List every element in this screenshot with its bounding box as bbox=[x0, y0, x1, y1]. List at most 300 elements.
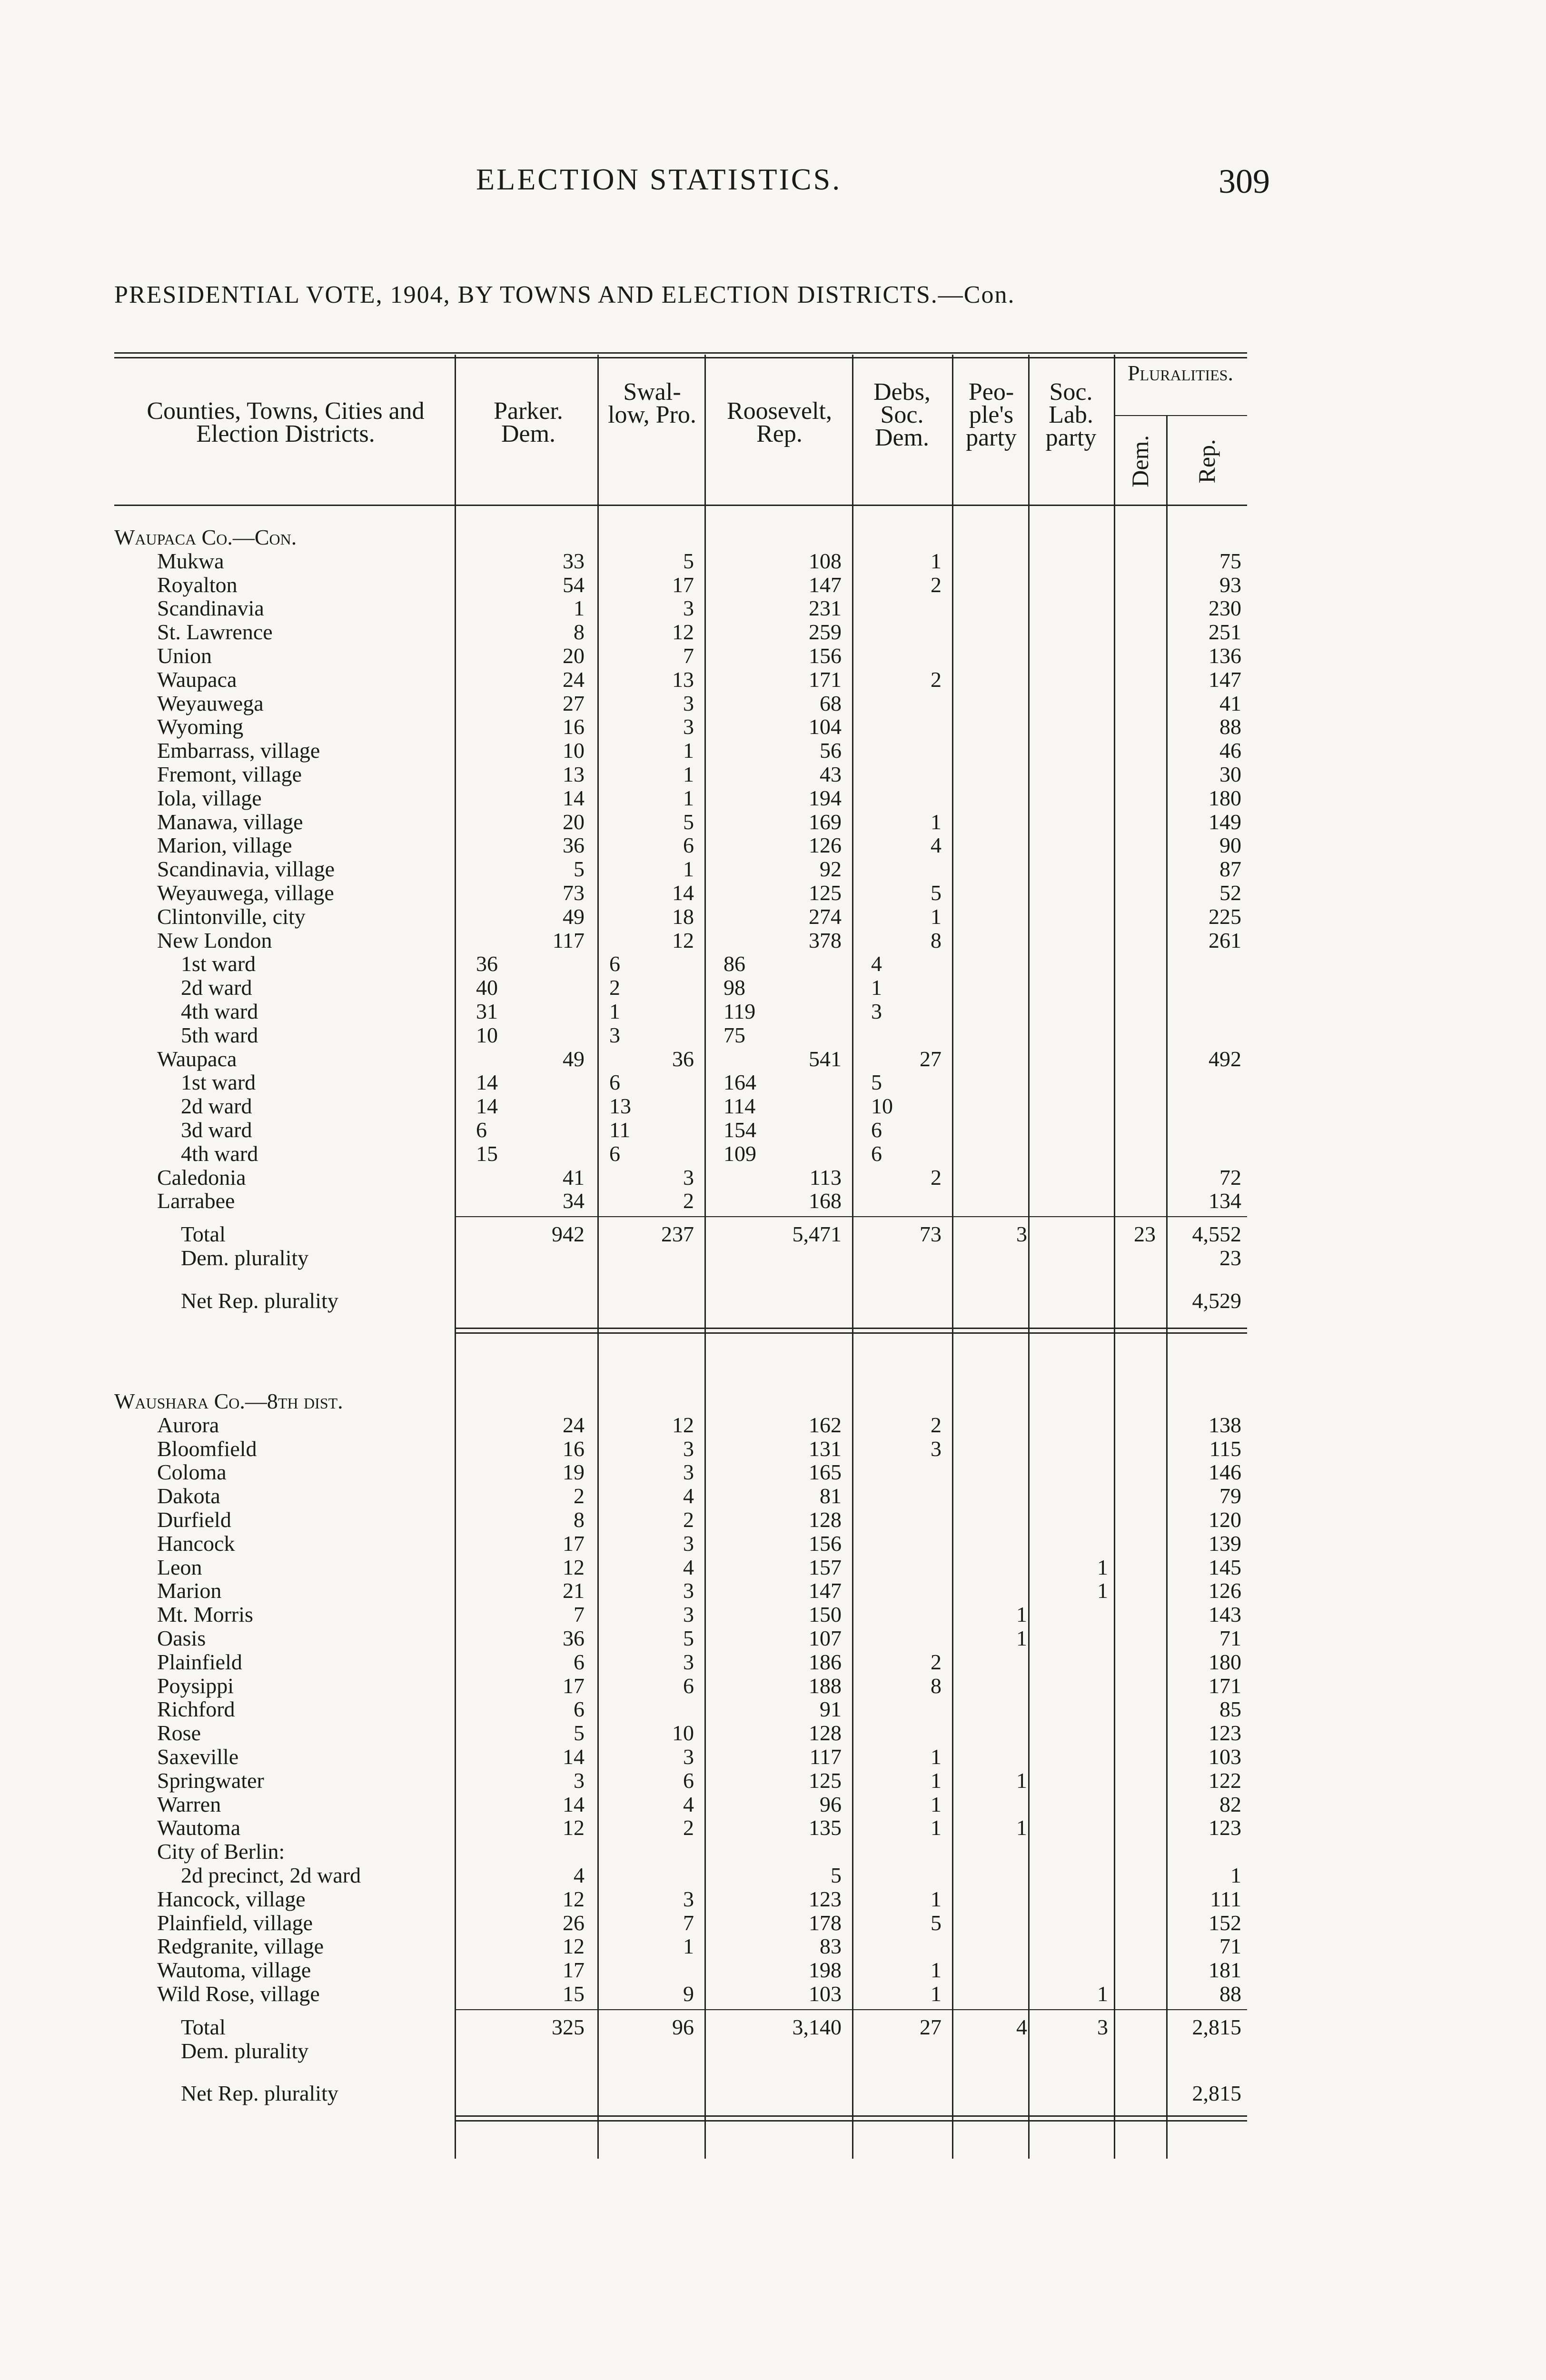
row-name: Waupaca bbox=[157, 667, 237, 692]
rep-plurality-value: 2,815 bbox=[1192, 2014, 1241, 2039]
row-name: Wautoma bbox=[157, 1815, 241, 1840]
swallow-value: 6 bbox=[683, 1768, 694, 1793]
col-header-pluralities: Pluralities. bbox=[1128, 361, 1233, 385]
parker-value: 2 bbox=[574, 1484, 585, 1508]
parker-value: 17 bbox=[563, 1531, 585, 1556]
debs-value: 1 bbox=[931, 1886, 941, 1911]
parker-value: 36 bbox=[563, 1626, 585, 1650]
rep-plurality-value: 138 bbox=[1209, 1412, 1241, 1437]
county-heading: Waupaca Co.—Con. bbox=[114, 525, 297, 549]
roosevelt-value: 125 bbox=[809, 881, 842, 905]
swallow-value: 3 bbox=[683, 596, 694, 621]
roosevelt-value: 119 bbox=[723, 999, 756, 1023]
roosevelt-value: 103 bbox=[809, 1982, 842, 2006]
swallow-value: 10 bbox=[672, 1721, 694, 1745]
swallow-value: 1 bbox=[683, 762, 694, 786]
swallow-value: 3 bbox=[683, 1460, 694, 1485]
roosevelt-value: 107 bbox=[809, 1626, 842, 1650]
row-name: Bloomfield bbox=[157, 1436, 257, 1461]
parker-value: 14 bbox=[476, 1070, 498, 1095]
roosevelt-value: 123 bbox=[809, 1886, 842, 1911]
row-name: Hancock, village bbox=[157, 1886, 306, 1911]
debs-value: 1 bbox=[871, 975, 882, 1000]
rep-plurality-value: 152 bbox=[1209, 1910, 1241, 1935]
table-row bbox=[0, 1722, 1546, 1745]
parker-value: 10 bbox=[476, 1022, 498, 1047]
row-name: Redgranite, village bbox=[157, 1934, 324, 1959]
roosevelt-value: 198 bbox=[809, 1958, 842, 1983]
parker-value: 34 bbox=[563, 1189, 585, 1213]
parker-value: 1 bbox=[574, 596, 585, 621]
roosevelt-value: 83 bbox=[820, 1934, 842, 1959]
table-row bbox=[0, 1983, 1546, 2005]
roosevelt-value: 98 bbox=[723, 975, 745, 1000]
ward-row bbox=[0, 976, 1546, 999]
row-name: Weyauwega bbox=[157, 691, 264, 715]
swallow-value: 6 bbox=[683, 1673, 694, 1698]
total-row bbox=[0, 2016, 1546, 2039]
table-row bbox=[0, 1556, 1546, 1579]
swallow-value: 5 bbox=[683, 1626, 694, 1650]
col-header-soclab: Soc. Lab. party bbox=[1045, 378, 1097, 451]
swallow-value: 3 bbox=[683, 691, 694, 715]
debs-value: 10 bbox=[871, 1094, 893, 1119]
swallow-value: 2 bbox=[683, 1189, 694, 1213]
row-name: Richford bbox=[157, 1697, 235, 1722]
roosevelt-value: 81 bbox=[820, 1484, 842, 1508]
table-row bbox=[0, 574, 1546, 596]
rep-plurality-value: 72 bbox=[1219, 1165, 1241, 1190]
county-heading: Waushara Co.—8th dist. bbox=[114, 1389, 343, 1413]
row-name: Aurora bbox=[157, 1412, 219, 1437]
roosevelt-value: 3,140 bbox=[792, 2014, 842, 2039]
table-row bbox=[0, 811, 1546, 833]
parker-value: 15 bbox=[563, 1982, 585, 2006]
parker-value: 5 bbox=[574, 857, 585, 882]
swallow-value: 1 bbox=[683, 857, 694, 882]
roosevelt-value: 43 bbox=[820, 762, 842, 786]
swallow-value: 7 bbox=[683, 644, 694, 668]
roosevelt-value: 113 bbox=[809, 1165, 842, 1190]
roosevelt-value: 128 bbox=[809, 1507, 842, 1532]
row-name: Dakota bbox=[157, 1484, 220, 1508]
swallow-value: 4 bbox=[683, 1555, 694, 1579]
rep-plurality-value: 139 bbox=[1209, 1531, 1241, 1556]
roosevelt-value: 178 bbox=[809, 1910, 842, 1935]
section-end-rule-waushara-0 bbox=[455, 2115, 1247, 2117]
parker-value: 942 bbox=[552, 1222, 585, 1247]
parker-value: 10 bbox=[563, 738, 585, 763]
row-name: Union bbox=[157, 644, 212, 668]
roosevelt-value: 114 bbox=[723, 1094, 756, 1119]
rep-plurality-value: 46 bbox=[1219, 738, 1241, 763]
col-header-rep: Rep. bbox=[1193, 439, 1220, 484]
debs-value: 8 bbox=[931, 1673, 941, 1698]
debs-value: 1 bbox=[931, 1792, 941, 1816]
debs-value: 4 bbox=[871, 952, 882, 976]
swallow-value: 12 bbox=[672, 620, 694, 645]
parker-value: 14 bbox=[563, 785, 585, 810]
row-name: 5th ward bbox=[181, 1022, 258, 1047]
rep-plurality-value: 180 bbox=[1209, 1649, 1241, 1674]
swallow-value: 3 bbox=[683, 1745, 694, 1769]
parker-value: 4 bbox=[574, 1863, 585, 1887]
debs-value: 3 bbox=[871, 999, 882, 1023]
roosevelt-value: 150 bbox=[809, 1602, 842, 1627]
col-header-debs: Debs, Soc. Dem. bbox=[873, 378, 931, 451]
county-heading-row bbox=[0, 1390, 1546, 1413]
parker-value: 3 bbox=[574, 1768, 585, 1793]
table-row bbox=[0, 692, 1546, 715]
ward-row bbox=[0, 1142, 1546, 1165]
roosevelt-value: 104 bbox=[809, 714, 842, 739]
row-name: Mukwa bbox=[157, 548, 224, 573]
roosevelt-value: 117 bbox=[809, 1745, 842, 1769]
table-row bbox=[0, 834, 1546, 857]
rep-plurality-value: 261 bbox=[1209, 928, 1241, 952]
row-name: 1st ward bbox=[181, 1070, 256, 1095]
parker-value: 12 bbox=[563, 1815, 585, 1840]
table-row bbox=[0, 1485, 1546, 1507]
header-top-rule-2 bbox=[114, 357, 1247, 358]
rep-plurality-value: 4,529 bbox=[1192, 1288, 1241, 1313]
roosevelt-value: 131 bbox=[809, 1436, 842, 1461]
parker-value: 17 bbox=[563, 1673, 585, 1698]
net-plurality-row bbox=[0, 1289, 1546, 1312]
parker-value: 117 bbox=[552, 928, 585, 952]
swallow-value: 4 bbox=[683, 1792, 694, 1816]
rep-plurality-value: 103 bbox=[1209, 1745, 1241, 1769]
roosevelt-value: 135 bbox=[809, 1815, 842, 1840]
row-name: Scandinavia, village bbox=[157, 857, 335, 882]
row-name: Leon bbox=[157, 1555, 202, 1579]
roosevelt-value: 156 bbox=[809, 1531, 842, 1556]
peoples-value: 1 bbox=[1016, 1626, 1027, 1650]
row-name: Dem. plurality bbox=[181, 2038, 309, 2063]
rep-plurality-value: 136 bbox=[1209, 644, 1241, 668]
debs-value: 1 bbox=[931, 809, 941, 834]
swallow-value: 18 bbox=[672, 904, 694, 929]
dem-plurality-row bbox=[0, 2040, 1546, 2063]
ward-row bbox=[0, 1071, 1546, 1094]
header-top-rule bbox=[114, 352, 1247, 354]
roosevelt-value: 154 bbox=[723, 1118, 756, 1142]
table-row bbox=[0, 1935, 1546, 1958]
debs-value: 6 bbox=[871, 1141, 882, 1166]
debs-value: 2 bbox=[931, 572, 941, 597]
row-name: Larrabee bbox=[157, 1189, 235, 1213]
row-name: Manawa, village bbox=[157, 809, 303, 834]
swallow-value: 3 bbox=[683, 1436, 694, 1461]
row-name: Wild Rose, village bbox=[157, 1982, 320, 2006]
swallow-value: 13 bbox=[672, 667, 694, 692]
parker-value: 8 bbox=[574, 1507, 585, 1532]
peoples-value: 4 bbox=[1016, 2014, 1027, 2039]
roosevelt-value: 259 bbox=[809, 620, 842, 645]
ward-row bbox=[0, 1095, 1546, 1118]
table-row bbox=[0, 763, 1546, 786]
rep-plurality-value: 492 bbox=[1209, 1046, 1241, 1071]
rep-plurality-value: 120 bbox=[1209, 1507, 1241, 1532]
dem-plurality-value: 23 bbox=[1134, 1222, 1156, 1247]
swallow-value: 6 bbox=[683, 833, 694, 858]
peoples-value: 1 bbox=[1016, 1602, 1027, 1627]
parker-value: 7 bbox=[574, 1602, 585, 1627]
roosevelt-value: 156 bbox=[809, 644, 842, 668]
table-row bbox=[0, 1698, 1546, 1721]
rep-plurality-value: 88 bbox=[1219, 714, 1241, 739]
parker-value: 40 bbox=[476, 975, 498, 1000]
row-name: Net Rep. plurality bbox=[181, 1288, 338, 1313]
swallow-value: 1 bbox=[683, 738, 694, 763]
rep-plurality-value: 88 bbox=[1219, 1982, 1241, 2006]
roosevelt-value: 169 bbox=[809, 809, 842, 834]
ward-row bbox=[0, 1024, 1546, 1047]
roosevelt-value: 378 bbox=[809, 928, 842, 952]
table-subtitle: PRESIDENTIAL VOTE, 1904, BY TOWNS AND ELECTION DISTRICTS.—Con. bbox=[114, 281, 1015, 308]
table-row bbox=[0, 882, 1546, 904]
parker-value: 73 bbox=[563, 881, 585, 905]
roosevelt-value: 96 bbox=[820, 1792, 842, 1816]
rep-plurality-value: 146 bbox=[1209, 1460, 1241, 1485]
table-row bbox=[0, 1912, 1546, 1934]
swallow-value: 1 bbox=[683, 1934, 694, 1959]
swallow-value: 6 bbox=[609, 1141, 620, 1166]
roosevelt-value: 109 bbox=[723, 1141, 756, 1166]
peoples-value: 3 bbox=[1016, 1222, 1027, 1247]
parker-value: 21 bbox=[563, 1578, 585, 1603]
swallow-value: 11 bbox=[609, 1118, 631, 1142]
parker-value: 17 bbox=[563, 1958, 585, 1983]
roosevelt-value: 128 bbox=[809, 1721, 842, 1745]
subheading-row bbox=[0, 1840, 1546, 1863]
roosevelt-value: 147 bbox=[809, 572, 842, 597]
row-name: New London bbox=[157, 928, 272, 952]
row-name: City of Berlin: bbox=[157, 1839, 285, 1864]
table-row bbox=[0, 1461, 1546, 1484]
parker-value: 33 bbox=[563, 548, 585, 573]
parker-value: 36 bbox=[476, 952, 498, 976]
roosevelt-value: 125 bbox=[809, 1768, 842, 1793]
rep-plurality-value: 122 bbox=[1209, 1768, 1241, 1793]
table-row bbox=[0, 668, 1546, 691]
parker-value: 14 bbox=[563, 1745, 585, 1769]
table-row bbox=[0, 715, 1546, 738]
table-row bbox=[0, 550, 1546, 573]
debs-value: 2 bbox=[931, 1649, 941, 1674]
swallow-value: 3 bbox=[683, 1886, 694, 1911]
row-name: Marion bbox=[157, 1578, 222, 1603]
soclab-value: 1 bbox=[1097, 1982, 1108, 2006]
row-name: Mt. Morris bbox=[157, 1602, 253, 1627]
row-name: Total bbox=[181, 2014, 226, 2039]
rep-plurality-value: 23 bbox=[1219, 1246, 1241, 1270]
rep-plurality-value: 171 bbox=[1209, 1673, 1241, 1698]
debs-value: 27 bbox=[920, 2014, 941, 2039]
total-row bbox=[0, 1223, 1546, 1246]
row-name: Plainfield, village bbox=[157, 1910, 313, 1935]
net-plurality-row bbox=[0, 2082, 1546, 2105]
rep-plurality-value: 93 bbox=[1219, 572, 1241, 597]
parker-value: 36 bbox=[563, 833, 585, 858]
row-name: Waupaca bbox=[157, 1046, 237, 1071]
rep-plurality-value: 123 bbox=[1209, 1721, 1241, 1745]
parker-value: 6 bbox=[574, 1649, 585, 1674]
swallow-value: 4 bbox=[683, 1484, 694, 1508]
swallow-value: 2 bbox=[609, 975, 620, 1000]
parker-value: 27 bbox=[563, 691, 585, 715]
row-name: Weyauwega, village bbox=[157, 881, 334, 905]
debs-value: 2 bbox=[931, 1412, 941, 1437]
row-name: Iola, village bbox=[157, 785, 262, 810]
debs-value: 6 bbox=[871, 1118, 882, 1142]
soclab-value: 1 bbox=[1097, 1555, 1108, 1579]
table-row bbox=[0, 1816, 1546, 1839]
parker-value: 14 bbox=[476, 1094, 498, 1119]
row-name: Scandinavia bbox=[157, 596, 264, 621]
page-header: ELECTION STATISTICS. bbox=[476, 162, 842, 196]
swallow-value: 1 bbox=[609, 999, 620, 1023]
rep-plurality-value: 1 bbox=[1230, 1863, 1241, 1887]
parker-value: 16 bbox=[563, 1436, 585, 1461]
rep-plurality-value: 181 bbox=[1209, 1958, 1241, 1983]
row-name: Clintonville, city bbox=[157, 904, 306, 929]
rep-plurality-value: 251 bbox=[1209, 620, 1241, 645]
debs-value: 1 bbox=[931, 1982, 941, 2006]
roosevelt-value: 108 bbox=[809, 548, 842, 573]
peoples-value: 1 bbox=[1016, 1768, 1027, 1793]
parker-value: 24 bbox=[563, 1412, 585, 1437]
parker-value: 20 bbox=[563, 809, 585, 834]
swallow-value: 3 bbox=[609, 1022, 620, 1047]
swallow-value: 12 bbox=[672, 928, 694, 952]
roosevelt-value: 56 bbox=[820, 738, 842, 763]
rep-plurality-value: 145 bbox=[1209, 1555, 1241, 1579]
dem-plurality-row bbox=[0, 1247, 1546, 1269]
table-row bbox=[0, 621, 1546, 644]
roosevelt-value: 194 bbox=[809, 785, 842, 810]
table-row bbox=[0, 739, 1546, 762]
swallow-value: 36 bbox=[672, 1046, 694, 1071]
roosevelt-value: 86 bbox=[723, 952, 745, 976]
table-row bbox=[0, 1769, 1546, 1792]
debs-value: 1 bbox=[931, 1958, 941, 1983]
row-name: Durfield bbox=[157, 1507, 231, 1532]
table-row bbox=[0, 905, 1546, 928]
row-name: 3d ward bbox=[181, 1118, 252, 1142]
rep-plurality-value: 30 bbox=[1219, 762, 1241, 786]
row-name: Caledonia bbox=[157, 1165, 246, 1190]
parker-value: 12 bbox=[563, 1886, 585, 1911]
swallow-value: 5 bbox=[683, 809, 694, 834]
roosevelt-value: 68 bbox=[820, 691, 842, 715]
roosevelt-value: 92 bbox=[820, 857, 842, 882]
table-row bbox=[0, 1651, 1546, 1674]
total-rule-waushara bbox=[455, 2009, 1247, 2010]
ward-row bbox=[0, 1119, 1546, 1141]
table-row bbox=[0, 1888, 1546, 1911]
rep-plurality-value: 180 bbox=[1209, 785, 1241, 810]
row-name: Coloma bbox=[157, 1460, 227, 1485]
parker-value: 6 bbox=[476, 1118, 487, 1142]
table-row bbox=[0, 645, 1546, 667]
swallow-value: 14 bbox=[672, 881, 694, 905]
row-name: Poysippi bbox=[157, 1673, 234, 1698]
parker-value: 54 bbox=[563, 572, 585, 597]
roosevelt-value: 5,471 bbox=[792, 1222, 842, 1247]
table-row bbox=[0, 1414, 1546, 1437]
col-header-dem: Dem. bbox=[1127, 435, 1153, 487]
ward-row bbox=[0, 952, 1546, 975]
rep-plurality-value: 147 bbox=[1209, 667, 1241, 692]
swallow-value: 5 bbox=[683, 548, 694, 573]
parker-value: 20 bbox=[563, 644, 585, 668]
swallow-value: 13 bbox=[609, 1094, 631, 1119]
roosevelt-value: 5 bbox=[831, 1863, 842, 1887]
row-name: 2d ward bbox=[181, 975, 252, 1000]
debs-value: 5 bbox=[871, 1070, 882, 1095]
row-name: Plainfield bbox=[157, 1649, 242, 1674]
roosevelt-value: 75 bbox=[723, 1022, 745, 1047]
swallow-value: 6 bbox=[609, 952, 620, 976]
row-name: Oasis bbox=[157, 1626, 206, 1650]
rep-plurality-value: 123 bbox=[1209, 1815, 1241, 1840]
rep-plurality-value: 230 bbox=[1209, 596, 1241, 621]
swallow-value: 3 bbox=[683, 1165, 694, 1190]
roosevelt-value: 188 bbox=[809, 1673, 842, 1698]
swallow-value: 3 bbox=[683, 1602, 694, 1627]
rep-plurality-value: 225 bbox=[1209, 904, 1241, 929]
row-name: 4th ward bbox=[181, 999, 258, 1023]
rep-plurality-value: 82 bbox=[1219, 1792, 1241, 1816]
swallow-value: 9 bbox=[683, 1982, 694, 2006]
debs-value: 5 bbox=[931, 881, 941, 905]
parker-value: 12 bbox=[563, 1934, 585, 1959]
county-heading-row bbox=[0, 526, 1546, 549]
debs-value: 1 bbox=[931, 548, 941, 573]
row-name: Warren bbox=[157, 1792, 221, 1816]
page-number: 309 bbox=[1219, 162, 1270, 200]
col-header-parker: Parker. Dem. bbox=[494, 397, 563, 447]
parker-value: 49 bbox=[563, 1046, 585, 1071]
col-header-peoples: Peo- ple's party bbox=[966, 378, 1017, 451]
table-row bbox=[0, 1675, 1546, 1697]
row-name: Royalton bbox=[157, 572, 238, 597]
rep-plurality-value: 87 bbox=[1219, 857, 1241, 882]
row-name: St. Lawrence bbox=[157, 620, 273, 645]
roosevelt-value: 164 bbox=[723, 1070, 756, 1095]
row-name: Saxeville bbox=[157, 1745, 239, 1769]
debs-value: 4 bbox=[931, 833, 941, 858]
plurality-divider bbox=[1114, 415, 1247, 416]
table-row bbox=[0, 1166, 1546, 1189]
parker-value: 14 bbox=[563, 1792, 585, 1816]
section-end-rule-waupaca-1 bbox=[455, 1332, 1247, 1334]
roosevelt-value: 541 bbox=[809, 1046, 842, 1071]
table-row bbox=[0, 1627, 1546, 1650]
soclab-value: 3 bbox=[1097, 2014, 1108, 2039]
table-row bbox=[0, 597, 1546, 620]
ward-row bbox=[0, 1000, 1546, 1023]
table-row bbox=[0, 787, 1546, 810]
swallow-value: 237 bbox=[661, 1222, 694, 1247]
rep-plurality-value: 71 bbox=[1219, 1626, 1241, 1650]
rep-plurality-value: 79 bbox=[1219, 1484, 1241, 1508]
table-row bbox=[0, 1579, 1546, 1602]
debs-value: 5 bbox=[931, 1910, 941, 1935]
roosevelt-value: 162 bbox=[809, 1412, 842, 1437]
swallow-value: 12 bbox=[672, 1412, 694, 1437]
